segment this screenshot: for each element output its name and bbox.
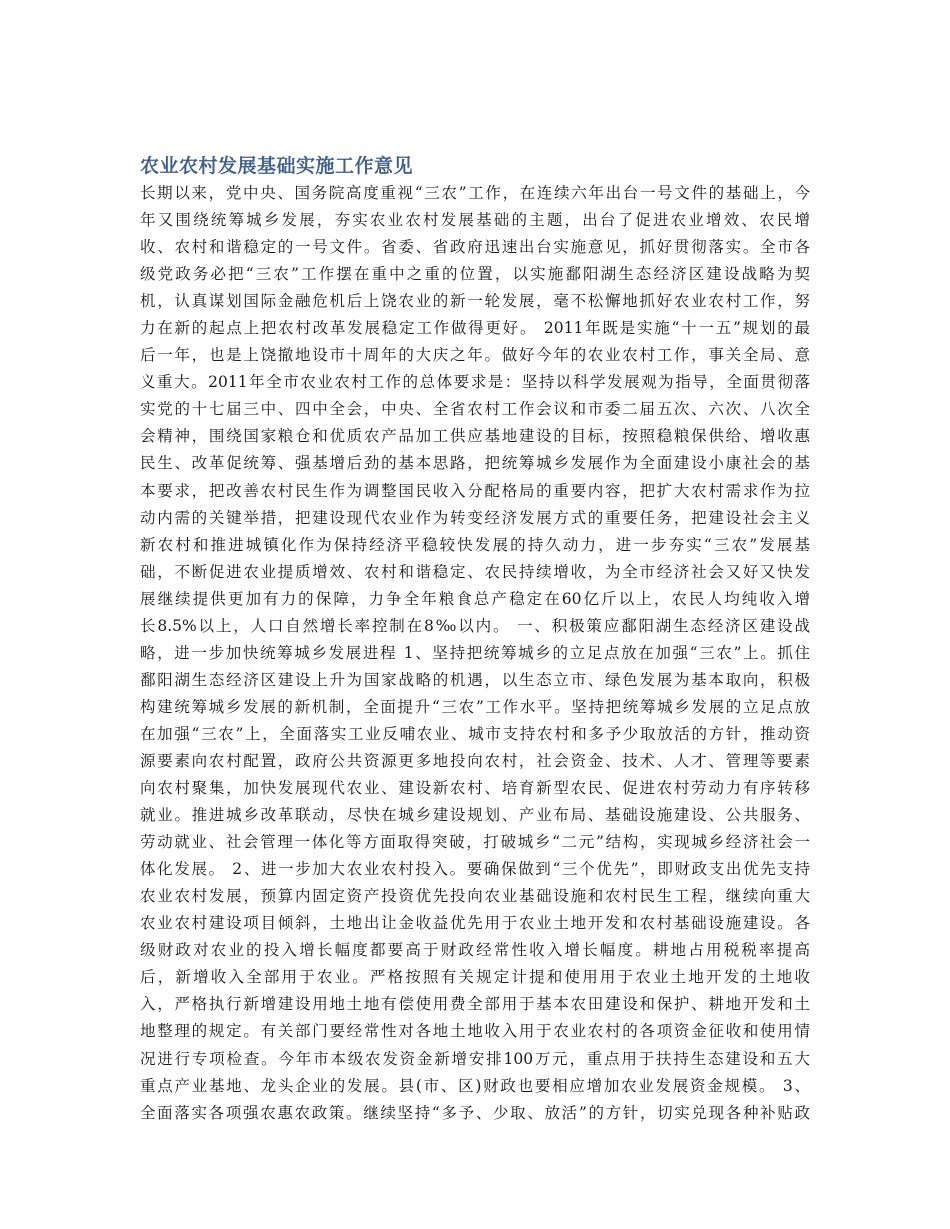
paragraph-line: 级党政务必把“三农”工作摆在重中之重的位置，以实施鄱阳湖生态经济区建设战略为契 [140,265,810,284]
paragraph-line: 机，认真谋划国际金融危机后上饶农业的新一轮发展，毫不松懈地抓好农业农村工作，努 [140,292,810,311]
paragraph-line: 力在新的起点上把农村改革发展稳定工作做得更好。 2011年既是实施“十一五”规划的最 [140,319,810,338]
paragraph-line: 实党的十七届三中、四中全会，中央、全省农村工作会议和市委二届五次、六次、八次全 [140,400,810,419]
paragraph-line: 会精神，围绕国家粮仓和优质农产品加工供应基地建设的目标，按照稳粮保供给、增收惠 [140,427,810,446]
paragraph-line: 展继续提供更加有力的保障，力争全年粮食总产稳定在60亿斤以上，农民人均纯收入增 [140,589,810,608]
paragraph-line: 体化发展。 2、进一步加大农业农村投入。要确保做到“三个优先”，即财政支出优先支持 [140,860,810,879]
paragraph-line: 农业农村发展，预算内固定资产投资优先投向农业基础设施和农村民生工程，继续向重大 [140,887,810,906]
paragraph-line: 构建统筹城乡发展的新机制，全面提升“三农”工作水平。坚持把统筹城乡发展的立足点放 [140,697,810,716]
paragraph-line: 级财政对农业的投入增长幅度都要高于财政经常性收入增长幅度。耕地占用税税率提高 [140,941,810,960]
paragraph-line: 长8.5%以上，人口自然增长率控制在8‰以内。 一、积极策应鄱阳湖生态经济区建设战 [140,616,810,635]
paragraph-line: 在加强“三农”上，全面落实工业反哺农业、城市支持农村和多予少取放活的方针，推动资 [140,724,810,743]
paragraph-line: 入，严格执行新增建设用地土地有偿使用费全部用于基本农田建设和保护、耕地开发和土 [140,995,810,1014]
paragraph-line: 长期以来，党中央、国务院高度重视“三农”工作，在连续六年出台一号文件的基础上，今 [140,184,810,202]
paragraph-line: 源要素向农村配置，政府公共资源更多地投向农村，社会资金、技术、人才、管理等要素 [140,751,810,770]
document-title: 农业农村发展基础实施工作意见 [140,155,414,177]
paragraph-line: 农业农村建设项目倾斜，土地出让金收益优先用于农业土地开发和农村基础设施建设。各 [140,914,810,933]
paragraph-line: 重点产业基地、龙头企业的发展。县(市、区)财政也要相应增加农业发展资金规模。 3、 [140,1076,810,1095]
paragraph-line: 年又围绕统筹城乡发展，夯实农业农村发展基础的主题，出台了促进农业增效、农民增 [140,211,810,230]
paragraph-line: 后一年，也是上饶撤地设市十周年的大庆之年。做好今年的农业农村工作，事关全局、意 [140,346,810,365]
paragraph-line: 义重大。2011年全市农业农村工作的总体要求是：坚持以科学发展观为指导，全面贯彻落 [140,373,810,392]
paragraph-line: 后，新增收入全部用于农业。严格按照有关规定计提和使用用于农业土地开发的土地收 [140,968,810,987]
paragraph-line: 全面落实各项强农惠农政策。继续坚持“多予、少取、放活”的方针，切实兑现各种补贴政 [140,1103,810,1122]
paragraph-line: 略，进一步加快统筹城乡发展进程 1、坚持把统筹城乡的立足点放在加强“三农”上。抓住 [140,643,810,662]
paragraph-line: 地整理的规定。有关部门要经常性对各地土地收入用于农业农村的各项资金征收和使用情 [140,1022,810,1041]
paragraph-line: 收、农村和谐稳定的一号文件。省委、省政府迅速出台实施意见，抓好贯彻落实。全市各 [140,238,810,257]
paragraph-line: 况进行专项检查。今年市本级农发资金新增安排100万元，重点用于扶持生态建设和五大 [140,1049,810,1068]
paragraph-line: 本要求，把改善农村民生作为调整国民收入分配格局的重要内容，把扩大农村需求作为拉 [140,481,810,500]
paragraph-line: 鄱阳湖生态经济区建设上升为国家战略的机遇，以生态立市、绿色发展为基本取向，积极 [140,670,810,689]
paragraph-line: 动内需的关键举措，把建设现代农业作为转变经济发展方式的重要任务，把建设社会主义 [140,508,810,527]
paragraph-line: 向农村聚集，加快发展现代农业、建设新农村、培育新型农民、促进农村劳动力有序转移 [140,779,810,798]
paragraph-line: 劳动就业、社会管理一体化等方面取得突破，打破城乡“二元”结构，实现城乡经济社会一 [140,833,810,852]
paragraph-line: 础，不断促进农业提质增效、农村和谐稳定、农民持续增收，为全市经济社会又好又快发 [140,562,810,581]
paragraph-line: 就业。推进城乡改革联动，尽快在城乡建设规划、产业布局、基础设施建设、公共服务、 [140,806,810,825]
paragraph-line: 民生、改革促统筹、强基增后劲的基本思路，把统筹城乡发展作为全面建设小康社会的基 [140,454,810,473]
document-body [140,180,810,1127]
paragraph-line: 新农村和推进城镇化作为保持经济平稳较快发展的持久动力，进一步夯实“三农”发展基 [140,535,810,554]
